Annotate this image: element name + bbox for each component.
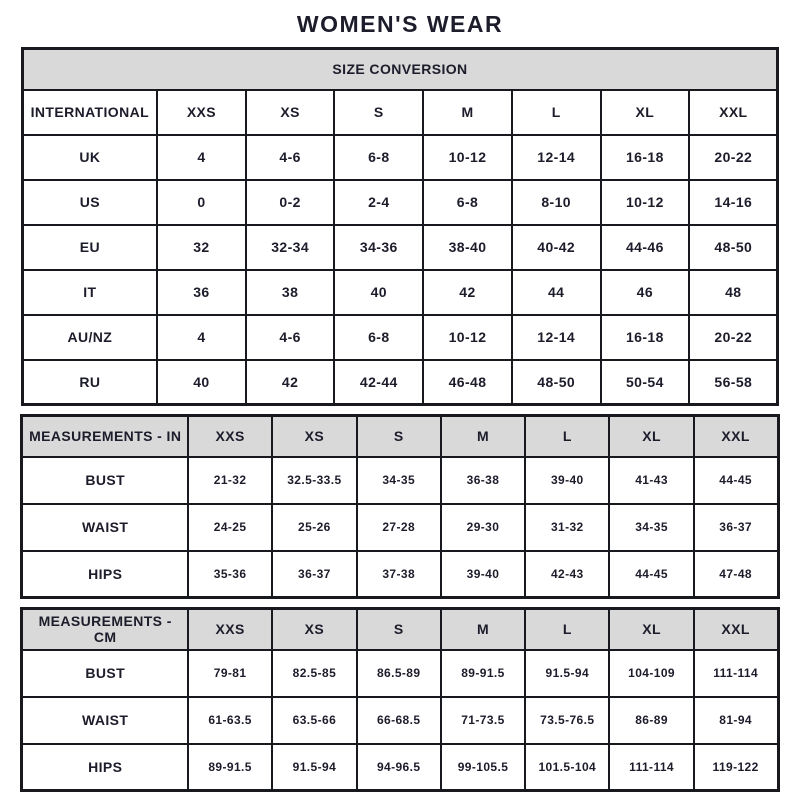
measurements-in-header-row <box>22 416 778 457</box>
value-cell: 4-6 <box>246 315 335 360</box>
row-label: RU <box>22 360 157 405</box>
column-header-xxl: XXL <box>689 90 778 135</box>
value-cell: 91.5-94 <box>525 650 609 697</box>
value-cell: 31-32 <box>525 504 609 551</box>
value-cell: 34-36 <box>334 225 423 270</box>
value-cell: 111-114 <box>694 650 778 697</box>
value-cell: 86.5-89 <box>357 650 441 697</box>
value-cell: 10-12 <box>423 135 512 180</box>
value-cell: 6-8 <box>423 180 512 225</box>
column-header-xs: XS <box>246 90 335 135</box>
row-label: EU <box>22 225 157 270</box>
value-cell: 119-122 <box>694 744 778 791</box>
value-cell: 21-32 <box>188 457 272 504</box>
value-cell: 6-8 <box>334 135 423 180</box>
column-header-xs: XS <box>272 416 356 457</box>
column-header-xs: XS <box>272 609 356 650</box>
value-cell: 89-91.5 <box>188 744 272 791</box>
value-cell: 20-22 <box>689 315 778 360</box>
value-cell: 48-50 <box>512 360 601 405</box>
value-cell: 4 <box>157 135 246 180</box>
value-cell: 44 <box>512 270 601 315</box>
value-cell: 12-14 <box>512 315 601 360</box>
value-cell: 111-114 <box>609 744 693 791</box>
value-cell: 6-8 <box>334 315 423 360</box>
column-header-l: L <box>512 90 601 135</box>
value-cell: 40 <box>334 270 423 315</box>
value-cell: 94-96.5 <box>357 744 441 791</box>
measurements-cm-header: MEASUREMENTS - CM <box>22 609 188 650</box>
row-label: IT <box>22 270 157 315</box>
table-row <box>22 744 778 791</box>
table-row <box>22 135 778 180</box>
value-cell: 36-37 <box>694 504 778 551</box>
column-header-m: M <box>441 416 525 457</box>
value-cell: 35-36 <box>188 551 272 598</box>
table-row <box>22 180 778 225</box>
column-header-xxs: XXS <box>157 90 246 135</box>
measurements-cm-table <box>20 607 779 792</box>
table-row <box>22 697 778 744</box>
value-cell: 73.5-76.5 <box>525 697 609 744</box>
table-row <box>22 225 778 270</box>
value-cell: 44-46 <box>601 225 690 270</box>
value-cell: 40-42 <box>512 225 601 270</box>
table-row <box>22 551 778 598</box>
value-cell: 12-14 <box>512 135 601 180</box>
value-cell: 4-6 <box>246 135 335 180</box>
table-row <box>22 504 778 551</box>
value-cell: 34-35 <box>609 504 693 551</box>
row-label: BUST <box>22 457 188 504</box>
column-header-m: M <box>441 609 525 650</box>
column-header-xl: XL <box>609 416 693 457</box>
column-header-m: M <box>423 90 512 135</box>
row-label: UK <box>22 135 157 180</box>
table-row <box>22 650 778 697</box>
table-row <box>22 457 778 504</box>
column-header-l: L <box>525 416 609 457</box>
value-cell: 10-12 <box>601 180 690 225</box>
value-cell: 32.5-33.5 <box>272 457 356 504</box>
value-cell: 40 <box>157 360 246 405</box>
measurements-in-header: MEASUREMENTS - IN <box>22 416 188 457</box>
value-cell: 44-45 <box>694 457 778 504</box>
value-cell: 38-40 <box>423 225 512 270</box>
value-cell: 39-40 <box>441 551 525 598</box>
value-cell: 48 <box>689 270 778 315</box>
table-row <box>22 315 778 360</box>
value-cell: 20-22 <box>689 135 778 180</box>
value-cell: 104-109 <box>609 650 693 697</box>
value-cell: 47-48 <box>694 551 778 598</box>
row-label: WAIST <box>22 697 188 744</box>
value-cell: 56-58 <box>689 360 778 405</box>
row-label: BUST <box>22 650 188 697</box>
column-header-xxl: XXL <box>694 609 778 650</box>
column-header-s: S <box>357 416 441 457</box>
size-conversion-header: SIZE CONVERSION <box>22 49 778 90</box>
value-cell: 46-48 <box>423 360 512 405</box>
value-cell: 91.5-94 <box>272 744 356 791</box>
column-header-l: L <box>525 609 609 650</box>
row-label: AU/NZ <box>22 315 157 360</box>
page-title: WOMEN'S WEAR <box>296 11 504 37</box>
value-cell: 16-18 <box>601 315 690 360</box>
value-cell: 32 <box>157 225 246 270</box>
measurements-in-table <box>20 414 779 599</box>
column-header-xxl: XXL <box>694 416 778 457</box>
column-header-s: S <box>334 90 423 135</box>
row-label: US <box>22 180 157 225</box>
row-label: HIPS <box>22 744 188 791</box>
value-cell: 8-10 <box>512 180 601 225</box>
value-cell: 38 <box>246 270 335 315</box>
value-cell: 61-63.5 <box>188 697 272 744</box>
value-cell: 101.5-104 <box>525 744 609 791</box>
value-cell: 82.5-85 <box>272 650 356 697</box>
table-row <box>22 270 778 315</box>
value-cell: 27-28 <box>357 504 441 551</box>
value-cell: 32-34 <box>246 225 335 270</box>
value-cell: 37-38 <box>357 551 441 598</box>
value-cell: 46 <box>601 270 690 315</box>
value-cell: 14-16 <box>689 180 778 225</box>
value-cell: 66-68.5 <box>357 697 441 744</box>
value-cell: 81-94 <box>694 697 778 744</box>
value-cell: 41-43 <box>609 457 693 504</box>
value-cell: 36-37 <box>272 551 356 598</box>
value-cell: 10-12 <box>423 315 512 360</box>
value-cell: 25-26 <box>272 504 356 551</box>
value-cell: 71-73.5 <box>441 697 525 744</box>
column-header-s: S <box>357 609 441 650</box>
value-cell: 99-105.5 <box>441 744 525 791</box>
size-conversion-band-row <box>22 49 778 90</box>
size-conversion-column-header-row <box>22 90 778 135</box>
value-cell: 0 <box>157 180 246 225</box>
value-cell: 0-2 <box>246 180 335 225</box>
column-header-xl: XL <box>601 90 690 135</box>
value-cell: 24-25 <box>188 504 272 551</box>
value-cell: 36-38 <box>441 457 525 504</box>
value-cell: 44-45 <box>609 551 693 598</box>
column-header-xl: XL <box>609 609 693 650</box>
row-label: WAIST <box>22 504 188 551</box>
value-cell: 50-54 <box>601 360 690 405</box>
size-conversion-table <box>21 47 780 406</box>
corner-header: INTERNATIONAL <box>22 90 157 135</box>
value-cell: 48-50 <box>689 225 778 270</box>
column-header-xxs: XXS <box>188 416 272 457</box>
value-cell: 86-89 <box>609 697 693 744</box>
column-header-xxs: XXS <box>188 609 272 650</box>
value-cell: 42-43 <box>525 551 609 598</box>
value-cell: 39-40 <box>525 457 609 504</box>
value-cell: 36 <box>157 270 246 315</box>
value-cell: 63.5-66 <box>272 697 356 744</box>
value-cell: 89-91.5 <box>441 650 525 697</box>
value-cell: 2-4 <box>334 180 423 225</box>
value-cell: 16-18 <box>601 135 690 180</box>
table-row <box>22 360 778 405</box>
value-cell: 42-44 <box>334 360 423 405</box>
value-cell: 29-30 <box>441 504 525 551</box>
row-label: HIPS <box>22 551 188 598</box>
value-cell: 42 <box>423 270 512 315</box>
value-cell: 34-35 <box>357 457 441 504</box>
value-cell: 4 <box>157 315 246 360</box>
value-cell: 42 <box>246 360 335 405</box>
measurements-cm-header-row <box>22 609 778 650</box>
value-cell: 79-81 <box>188 650 272 697</box>
